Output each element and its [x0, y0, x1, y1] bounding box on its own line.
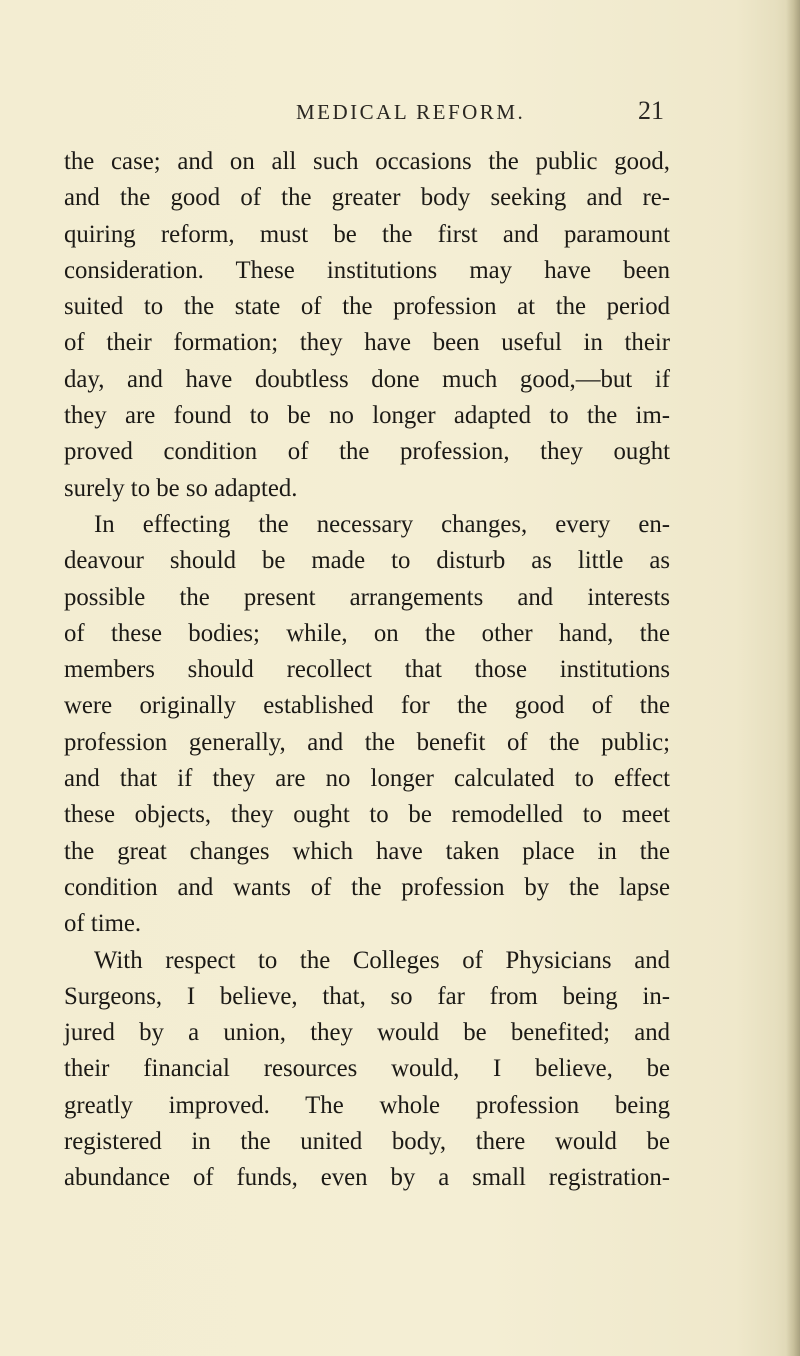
text-line: Surgeons, I believe, that, so far from being in-	[64, 982, 670, 1010]
paragraph-start-line: With respect to the Colleges of Physicians and	[94, 946, 670, 974]
text-line: profession generally, and the benefit of the public;	[64, 728, 670, 756]
text-line: quiring reform, must be the first and paramount	[64, 220, 670, 248]
body-text	[64, 144, 670, 1197]
text-line: of their formation; they have been useful in their	[64, 329, 670, 357]
text-line: members should recollect that those institutions	[64, 656, 670, 684]
text-line: their financial resources would, I believe, be	[64, 1055, 670, 1083]
text-line: deavour should be made to disturb as little as	[64, 547, 670, 575]
text-line: greatly improved. The whole profession being	[64, 1091, 670, 1119]
paragraph-end-line: surely to be so adapted.	[64, 474, 298, 502]
text-line: day, and have doubtless done much good,—but if	[64, 365, 670, 393]
running-head: MEDICAL REFORM.	[296, 100, 526, 124]
text-line: of these bodies; while, on the other hand, the	[64, 619, 670, 647]
paragraph-end-line: of time.	[64, 910, 142, 938]
text-line: were originally established for the good of the	[64, 692, 670, 720]
page-header	[64, 96, 664, 132]
text-line: and that if they are no longer calculated to effect	[64, 765, 670, 793]
text-line: proved condition of the profession, they ought	[64, 438, 670, 466]
text-line: the great changes which have taken place in the	[64, 837, 670, 865]
page-edge-shadow	[786, 0, 800, 1356]
page-number: 21	[638, 96, 664, 125]
text-line: abundance of funds, even by a small registration-	[64, 1164, 670, 1192]
text-line: registered in the united body, there would be	[64, 1128, 670, 1156]
text-line: these objects, they ought to be remodelled to meet	[64, 801, 670, 829]
text-line: condition and wants of the profession by the lapse	[64, 873, 670, 901]
text-line: they are found to be no longer adapted to the im-	[64, 402, 670, 430]
paragraph-start-line: In effecting the necessary changes, every en-	[94, 510, 670, 538]
text-line: possible the present arrangements and interests	[64, 583, 670, 611]
text-line: the case; and on all such occasions the public good,	[64, 148, 670, 175]
text-line: consideration. These institutions may have been	[64, 256, 670, 284]
text-line: and the good of the greater body seeking and re-	[64, 184, 670, 212]
text-line: jured by a union, they would be benefited; and	[64, 1019, 670, 1047]
text-line: suited to the state of the profession at the period	[64, 293, 670, 321]
